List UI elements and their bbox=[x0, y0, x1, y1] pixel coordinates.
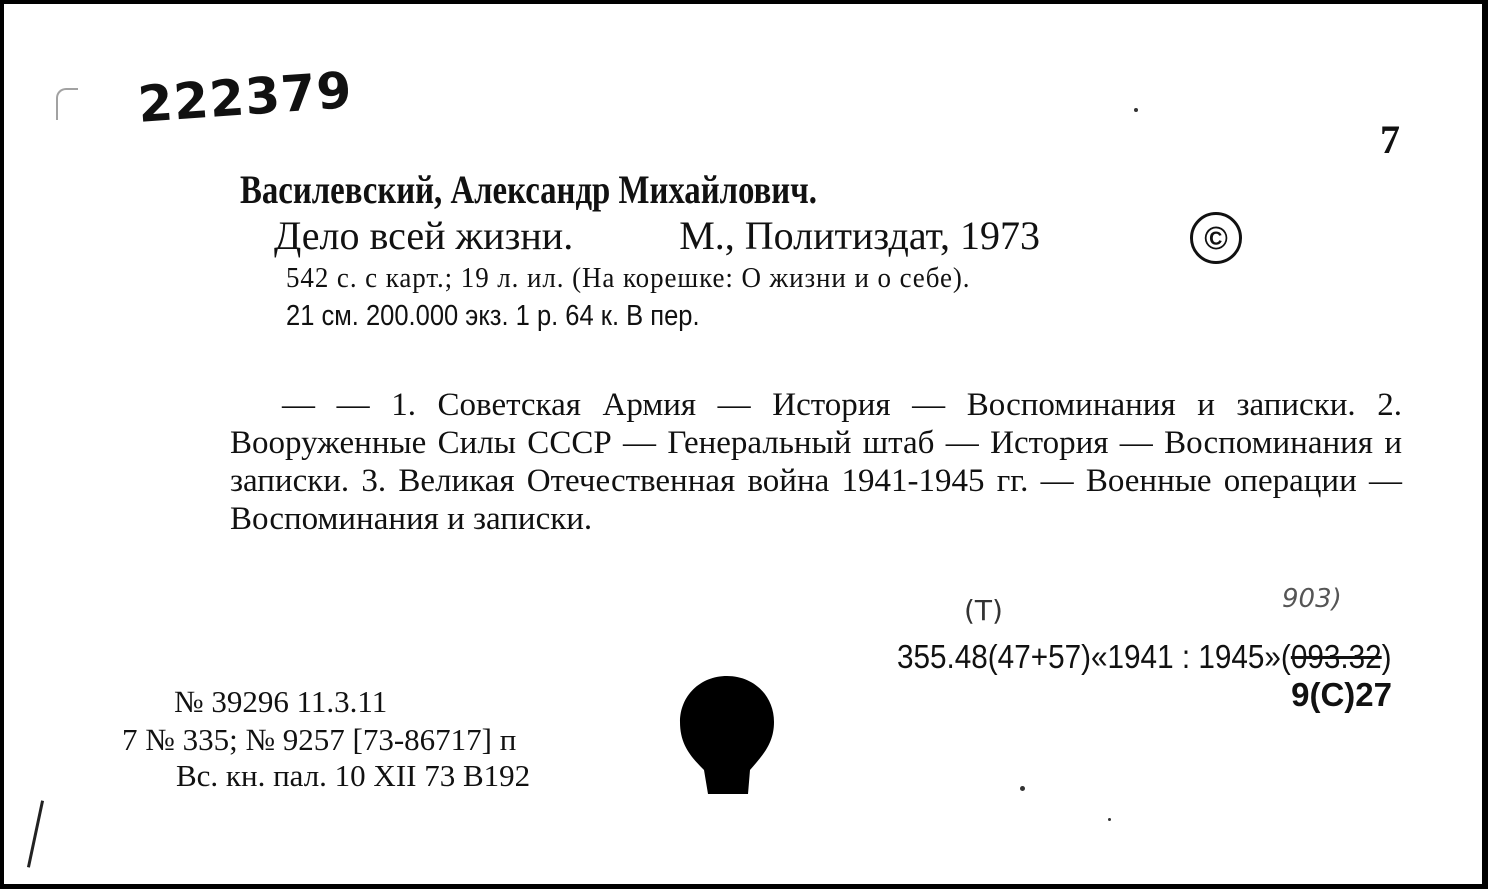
author-heading bbox=[240, 166, 944, 213]
title-line bbox=[274, 212, 1040, 259]
handwritten-mark bbox=[56, 88, 78, 120]
subject-headings-text: — — 1. Советская Армия — История — Воспоминания и записки. 2. Вооруженные Силы СССР — Генеральный штаб — История — Воспоминания и записки. 3. Великая Отечественная война 1941-1945 гг. — Военные операции — Воспоминания и записки. bbox=[230, 387, 1402, 537]
speck bbox=[1108, 818, 1111, 821]
book-title: Дело всей жизни. bbox=[274, 213, 574, 258]
description-text-2: 21 см. 200.000 экз. 1 р. 64 к. В пер. bbox=[286, 300, 700, 332]
handwritten-inventory-number: 222379 bbox=[136, 61, 355, 134]
classification-main: 355.48(47+57)«1941 : 1945»( bbox=[897, 638, 1292, 675]
registration-line-1: № 39296 11.3.11 bbox=[174, 684, 388, 719]
handwritten-note: 903) bbox=[1282, 584, 1342, 614]
copyright-icon: © bbox=[1190, 212, 1242, 264]
author-text: Василевский, Александр Михайлович. bbox=[240, 167, 817, 212]
classification-secondary: 9(С)27 bbox=[1291, 676, 1392, 713]
publication-info: М., Политиздат, 1973 bbox=[679, 213, 1041, 258]
subject-headings bbox=[230, 386, 1402, 538]
registration-line-2: 7 № 335; № 9257 [73-86717] п bbox=[122, 722, 517, 757]
speck bbox=[1020, 786, 1025, 791]
punch-hole bbox=[678, 674, 776, 796]
classification-index bbox=[842, 638, 1392, 676]
pen-stroke bbox=[27, 800, 44, 867]
description-text-1: 542 с. с карт.; 19 л. ил. (На корешке: О жизни и о себе). bbox=[286, 262, 971, 294]
physical-description-line-1 bbox=[286, 262, 1022, 295]
physical-description-line-2 bbox=[286, 300, 756, 333]
card-corner-number: 7 bbox=[1380, 117, 1400, 162]
classification-close: ) bbox=[1382, 638, 1392, 675]
handwritten-t-mark: (Т) bbox=[964, 594, 1003, 627]
speck bbox=[1134, 108, 1138, 112]
catalog-card bbox=[4, 4, 1482, 884]
classification-struck: 093.32 bbox=[1291, 638, 1383, 675]
registration-line-3: Вс. кн. пал. 10 XII 73 В192 bbox=[176, 758, 531, 793]
